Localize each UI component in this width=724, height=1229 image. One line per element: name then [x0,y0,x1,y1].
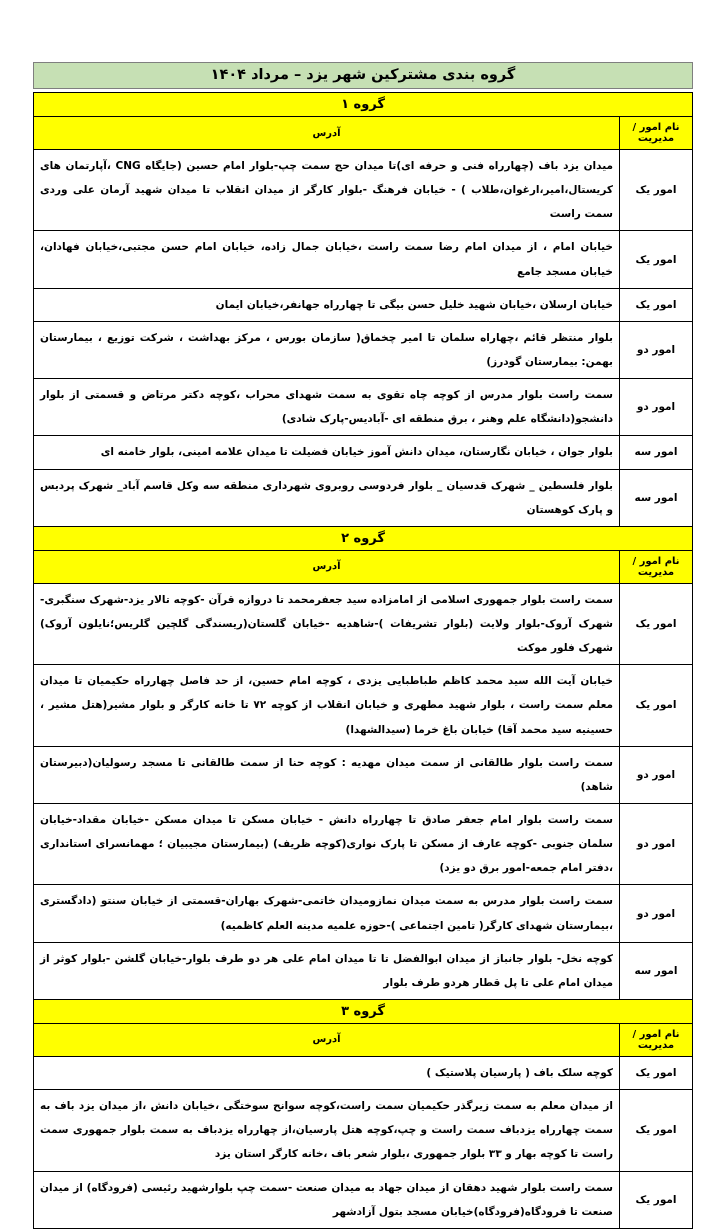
dept-column-header: نام امور /مدیریت [620,1023,693,1056]
group-title: گروه ۳ [34,999,693,1023]
column-header-row [34,1023,693,1056]
department-cell: امور دو [620,321,693,378]
address-cell: سمت راست بلوار مدرس به سمت میدان نمازومیدان خاتمی-شهرک بهاران-قسمتی از خیابان سنتو (دادگستری ،بیمارستان شهدای کارگر( تامین اجتماعی )-حوزه علمیه مدینه العلم کاظمیه) [34,885,620,942]
address-cell: خیابان آیت الله سید محمد کاظم طباطبایی یزدی ، کوچه امام حسین، از حد فاصل چهارراه حکیمیان تا میدان معلم سمت راست ، بلوار شهید مطهری و خیابان انقلاب از کوچه ۷۲ تا خانه کارگر و بلوار مشیر(هتل مشیر ، حسینیه سید محمد آقا) خیابان باغ خرما (سیدالشهدا) [34,665,620,746]
table-row [34,942,693,999]
address-cell: بلوار جوان ، خیابان نگارستان، میدان دانش آموز خیابان فضیلت تا میدان علامه امینی، بلوار خامنه ای [34,436,620,469]
group-title-row [34,999,693,1023]
department-cell: امور دو [620,379,693,436]
department-cell: امور یک [620,1090,693,1171]
table-row [34,1090,693,1171]
department-cell: امور دو [620,746,693,803]
group-section [34,526,693,999]
department-cell: امور دو [620,803,693,884]
table-row [34,436,693,469]
document-page [33,62,693,1229]
subscriber-groups-table [33,92,693,1229]
dept-column-header: نام امور /مدیریت [620,117,693,150]
column-header-row [34,550,693,583]
address-column-header: آدرس [34,1023,620,1056]
address-cell: سمت راست بلوار جمهوری اسلامی از امامزاده سید جعفرمحمد تا دروازه قرآن -کوچه تالار یزد-شهرک سنگبری-شهرک آروک-بلوار ولایت (بلوار تشریفات )-شاهدیه -خیابان گلستان(ریسندگی گلچین گلریس؛نایلون آروک) شهرک فلور موکت [34,583,620,664]
department-cell: امور یک [620,1171,693,1228]
address-cell: کوچه سلک باف ( پارسیان پلاستیک ) [34,1056,620,1089]
group-title: گروه ۱ [34,93,693,117]
department-cell: امور یک [620,288,693,321]
table-row [34,885,693,942]
group-title-row [34,526,693,550]
column-header-row [34,117,693,150]
department-cell: امور یک [620,665,693,746]
address-cell: سمت راست بلوار شهید دهقان از میدان جهاد به میدان صنعت -سمت چپ بلوارشهید رئیسی (فرودگاه) از میدان صنعت تا فرودگاه(فرودگاه)خیابان مسجد بتول آزادشهر [34,1171,620,1228]
department-cell: امور یک [620,150,693,231]
address-cell: سمت راست بلوار مدرس از کوچه چاه تقوی به سمت شهدای محراب ،کوچه دکتر مرتاض و قسمتی از بلوار دانشجو(دانشگاه علم وهنر ، برق منطقه ای -آبادیس-پارک شادی) [34,379,620,436]
table-row [34,288,693,321]
table-row [34,1056,693,1089]
group-section [34,93,693,527]
table-row [34,583,693,664]
table-row [34,231,693,288]
table-row [34,321,693,378]
department-cell: امور یک [620,583,693,664]
table-row [34,1171,693,1228]
address-cell: از میدان معلم به سمت زیرگذر حکیمیان سمت راست،کوچه سوانح سوختگی ،خیابان دانش ،از میدان یزد باف به سمت چهارراه یزدباف سمت راست و چپ،کوچه هتل پارسیان،از چهارراه یزدباف به سمت بلوار جمهوری سمت راست تا کوچه بهار و ۳۳ بلوار جمهوری ،بلوار شعر باف ،خانه کارگر استان یزد [34,1090,620,1171]
address-cell: خیابان ارسلان ،خیابان شهید خلیل حسن بیگی تا چهارراه جهانفر،خیابان ایمان [34,288,620,321]
department-cell: امور دو [620,885,693,942]
address-cell: میدان یزد باف (چهارراه فنی و حرفه ای)تا میدان حج سمت چپ-بلوار امام حسین (جایگاه CNG ،آپارتمان های کریستال،امیر،ارغوان،طلاب ) - خیابان فرهنگ -بلوار کارگر از میدان انقلاب تا میدان شهید آرمان علی وردی سمت راست [34,150,620,231]
address-cell: سمت راست بلوار طالقانی از سمت میدان مهدیه : کوچه حنا از سمت طالقانی تا مسجد رسولیان(دبیرستان شاهد) [34,746,620,803]
address-cell: بلوار فلسطین _ شهرک قدسیان _ بلوار فردوسی روبروی شهرداری منطقه سه وکل قاسم آباد_ شهرک پردیس و پارک کوهستان [34,469,620,526]
department-cell: امور سه [620,436,693,469]
address-cell: بلوار منتظر قائم ،چهاراه سلمان تا امیر چخماق( سازمان بورس ، مرکز بهداشت ، شرکت توزیع ، بیمارستان بهمن: بیمارستان گودرز) [34,321,620,378]
address-cell: کوچه نخل- بلوار جانباز از میدان ابوالفضل تا تا میدان امام علی هر دو طرف بلوار-خیابان گلشن -بلوار کوثر از میدان امام علی تا پل قطار هردو طرف بلوار [34,942,620,999]
department-cell: امور سه [620,469,693,526]
group-section [34,999,693,1228]
table-row [34,469,693,526]
address-cell: خیابان امام ، از میدان امام رضا سمت راست ،خیابان جمال زاده، خیابان امام حسن مجتبی،خیابان فهادان، خیابان مسجد جامع [34,231,620,288]
table-row [34,150,693,231]
department-cell: امور یک [620,231,693,288]
page-title: گروه بندی مشترکین شهر یزد – مرداد ۱۴۰۴ [33,62,693,89]
group-title: گروه ۲ [34,526,693,550]
department-cell: امور یک [620,1056,693,1089]
address-column-header: آدرس [34,117,620,150]
table-row [34,665,693,746]
table-row [34,379,693,436]
table-row [34,746,693,803]
address-column-header: آدرس [34,550,620,583]
dept-column-header: نام امور /مدیریت [620,550,693,583]
table-row [34,803,693,884]
address-cell: سمت راست بلوار امام جعفر صادق تا چهارراه دانش - خیابان مسکن تا میدان مسکن -خیابان مقداد-خیابان سلمان جنوبی -کوچه عارف از مسکن تا پارک نواری(کوچه ظریف) (بیمارستان مجیبیان ؛ مهمانسرای استانداری ،دفتر امام جمعه-امور برق دو یزد) [34,803,620,884]
department-cell: امور سه [620,942,693,999]
group-title-row [34,93,693,117]
